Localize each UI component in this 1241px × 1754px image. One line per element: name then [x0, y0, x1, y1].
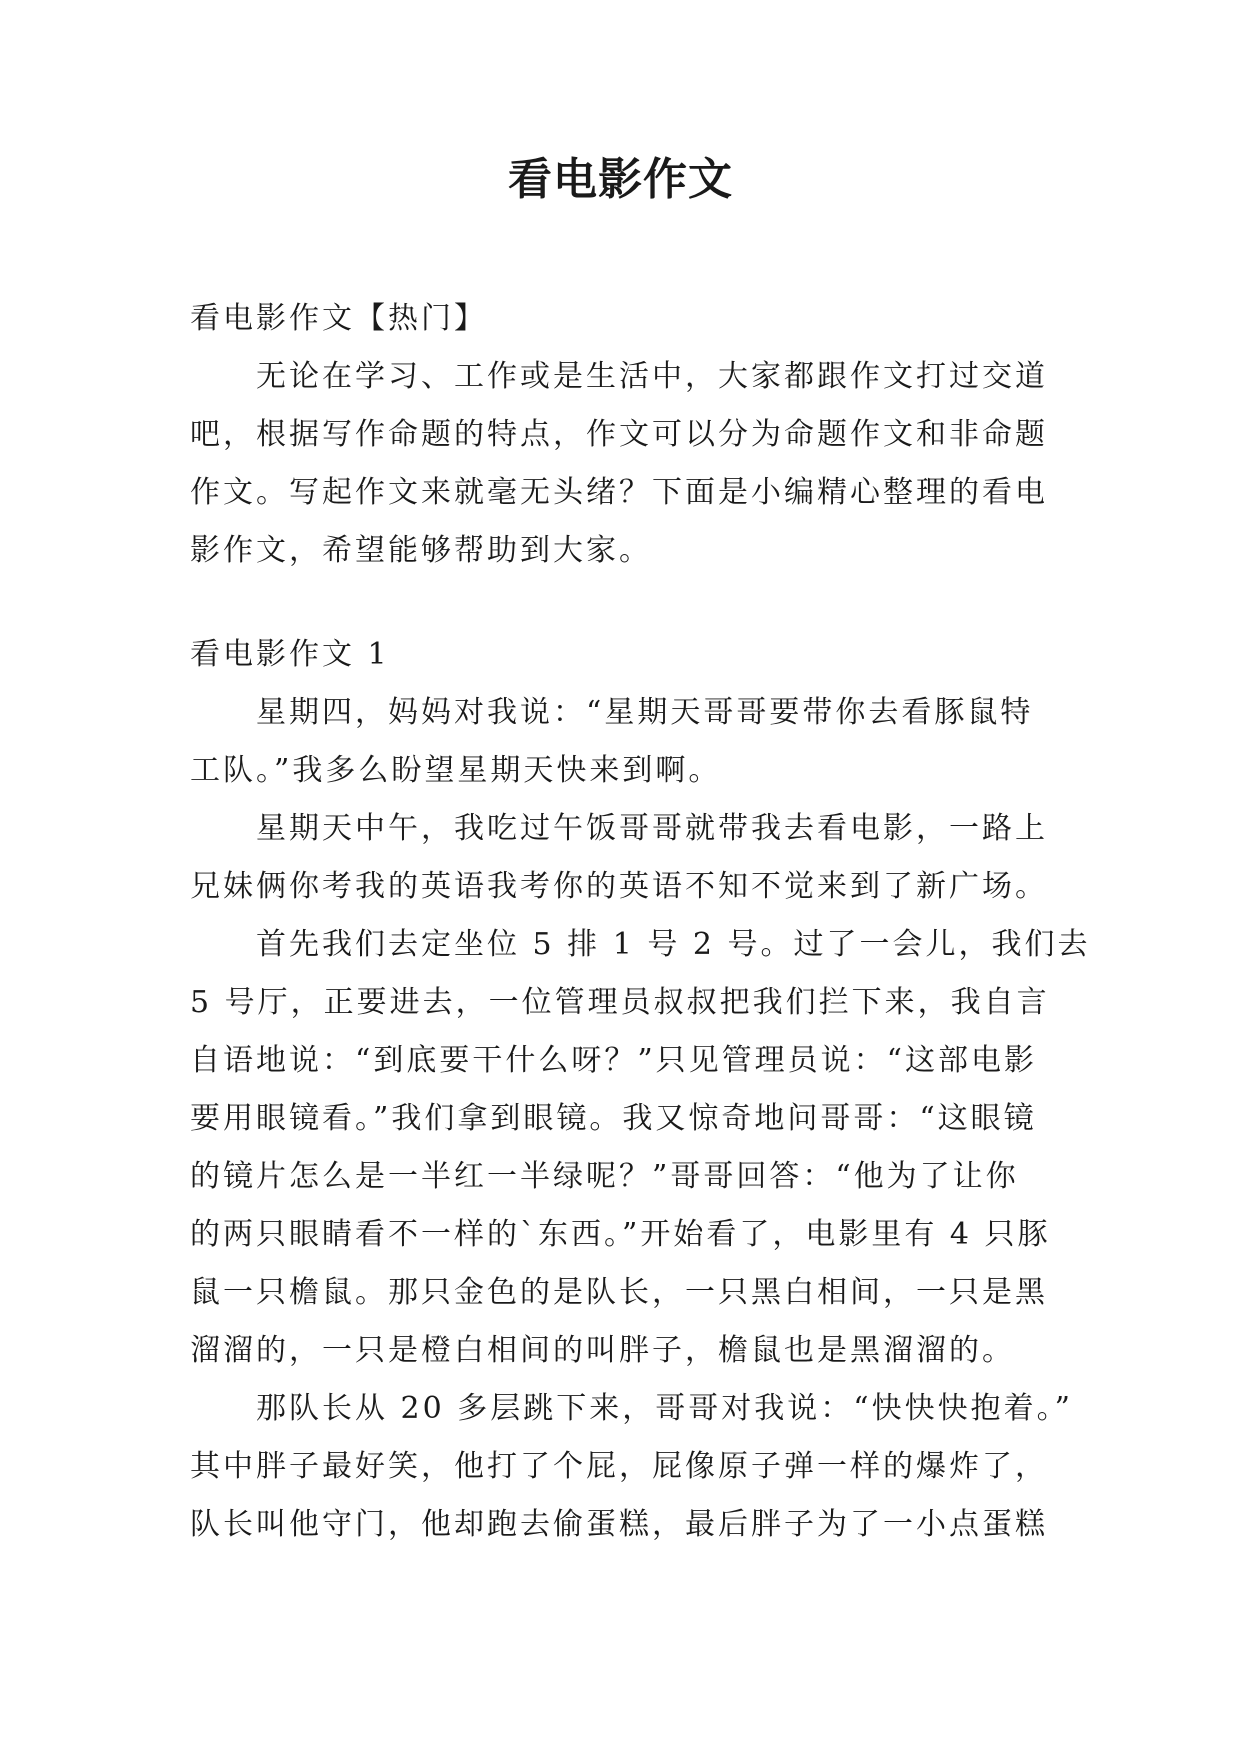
paragraph-line: 的镜片怎么是一半红一半绿呢？”哥哥回答：“他为了让你	[190, 1159, 1019, 1194]
paragraph-line: 首先我们去定坐位 5 排 1 号 2 号。过了一会儿，我们去	[256, 927, 1091, 962]
paragraph-line: 的两只眼睛看不一样的`东西。”开始看了，电影里有 4 只豚	[190, 1217, 1051, 1252]
paragraph-line: 自语地说：“到底要干什么呀？”只见管理员说：“这部电影	[190, 1043, 1038, 1078]
paragraph-line: 鼠一只檐鼠。那只金色的是队长，一只黑白相间，一只是黑	[190, 1275, 1048, 1310]
paragraph-line: 作文。写起作文来就毫无头绪？下面是小编精心整理的看电	[190, 475, 1048, 510]
section-spacer	[190, 580, 1060, 626]
paragraph-line: 队长叫他守门，他却跑去偷蛋糕，最后胖子为了一小点蛋糕	[190, 1507, 1048, 1542]
paragraph-line: 星期四，妈妈对我说：“星期天哥哥要带你去看豚鼠特	[256, 695, 1034, 730]
paragraph-line: 工队。”我多么盼望星期天快来到啊。	[190, 753, 722, 788]
section-heading: 看电影作文【热门】	[190, 301, 487, 336]
paragraph-line: 溜溜的，一只是橙白相间的叫胖子，檐鼠也是黑溜溜的。	[190, 1333, 1015, 1368]
paragraph-line: 其中胖子最好笑，他打了个屁，屁像原子弹一样的爆炸了，	[190, 1449, 1048, 1484]
paragraph-line: 星期天中午，我吃过午饭哥哥就带我去看电影，一路上	[256, 811, 1048, 846]
paragraph-line: 5 号厅，正要进去，一位管理员叔叔把我们拦下来，我自言	[190, 985, 1050, 1020]
paragraph-line: 要用眼镜看。”我们拿到眼镜。我又惊奇地问哥哥：“这眼镜	[190, 1101, 1037, 1136]
document-body	[190, 290, 1091, 1554]
paragraph-line: 兄妹俩你考我的英语我考你的英语不知不觉来到了新广场。	[190, 869, 1048, 904]
paragraph-line: 无论在学习、工作或是生活中，大家都跟作文打过交道	[256, 359, 1048, 394]
paragraph-line: 那队长从 20 多层跳下来，哥哥对我说：“快快快抱着。”	[256, 1391, 1073, 1426]
paragraph-line: 吧，根据写作命题的特点，作文可以分为命题作文和非命题	[190, 417, 1048, 452]
section-heading: 看电影作文 1	[190, 637, 390, 672]
document-title: 看电影作文	[508, 154, 733, 205]
paragraph-line: 影作文，希望能够帮助到大家。	[190, 533, 652, 568]
